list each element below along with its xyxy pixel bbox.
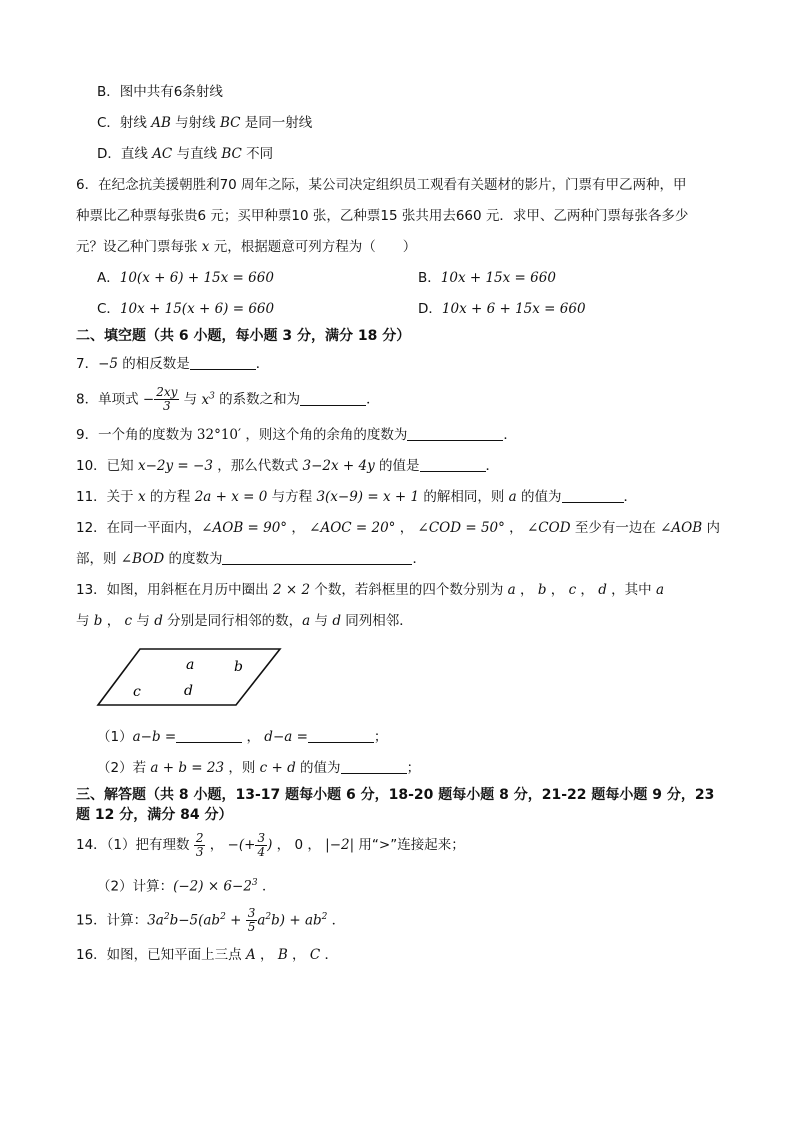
question-15: 15．计算：$3a^2b-5(ab^2$ + $\frac{3}{5}$ $a^2b) + ab^2$ ． <box>76 906 346 934</box>
question-12-line-1: 12．在同一平面内，∠AOB = 90° ， ∠AOC = 20° ， ∠COD = 50° ， ∠COD 至少有一边在 ∠AOB 内 <box>76 520 720 536</box>
question-16: 16．如图，已知平面上三点 A ， B ， C ． <box>76 947 338 963</box>
fraction: $\frac{2xy}{3}$ <box>156 385 178 413</box>
section-3-title-line-2: 题 12 分，满分 84 分） <box>76 807 233 823</box>
answer-blank[interactable] <box>190 355 256 370</box>
question-11: 11．关于 x 的方程 2a + x = 0 与方程 3(x−9) = x + 1 的解相同，则 a 的值为 ． <box>76 489 638 505</box>
answer-blank[interactable] <box>341 759 407 774</box>
option-c: C．射线 AB 与射线 BC 是同一射线 <box>97 115 313 131</box>
question-14-part-2: （2）计算：$(-2) \times 6-2^3$ ． <box>97 878 276 895</box>
question-9: 9．一个角的度数为 32°10′ ，则这个角的余角的度数为 ． <box>76 427 517 443</box>
question-6-line-2: 种票比乙种票每张贵6 元；买甲种票10 张，乙种票15 张共用去660 元．求甲、乙两种门票每张各多少 <box>76 208 689 224</box>
question-13-sub-1: （1）a−b = ， d−a = ； <box>97 729 388 745</box>
answer-blank[interactable] <box>222 550 412 565</box>
question-6-line-1: 6．在纪念抗美援朝胜利70 周年之际，某公司决定组织员工观看有关题材的影片，门票有甲乙两种，甲 <box>76 177 687 193</box>
answer-blank[interactable] <box>300 391 366 406</box>
option-b: B．图中共有6条射线 <box>97 84 223 100</box>
label-d: d <box>184 683 193 699</box>
option-6a: A．10(x + 6) + 15x = 660 <box>97 270 274 286</box>
question-8: 8．单项式 − $\frac{2xy}{3}$ 与 $x^3$ 的系数之和为 ． <box>76 385 380 413</box>
label-b: b <box>234 659 243 675</box>
fraction: $\frac{2}{3}$ <box>195 830 204 859</box>
fraction: $\frac{3}{5}$ <box>247 906 256 934</box>
label-a: a <box>186 657 195 673</box>
option-d: D．直线 AC 与直线 BC 不同 <box>97 146 274 162</box>
option-6c: C．10x + 15(x + 6) = 660 <box>97 301 275 317</box>
question-13-sub-2: （2）若 a + b = 23 ，则 c + d 的值为 ； <box>97 760 421 776</box>
option-6d: D．10x + 6 + 15x = 660 <box>418 301 586 317</box>
question-13-line-2: 与 b ， c 与 d 分别是同行相邻的数，a 与 d 同列相邻． <box>76 613 413 629</box>
calendar-parallelogram-figure <box>96 645 286 710</box>
question-7: 7．−5 的相反数是 ． <box>76 356 270 372</box>
label-c: c <box>133 684 141 700</box>
answer-blank[interactable] <box>176 728 242 743</box>
question-13-line-1: 13．如图，用斜框在月历中圈出 2 × 2 个数，若斜框里的四个数分别为 a ， b ， c ， d ，其中 a <box>76 582 665 598</box>
option-6b: B．10x + 15x = 660 <box>418 270 556 286</box>
section-2-title: 二、填空题（共 6 小题，每小题 3 分，满分 18 分） <box>76 328 411 344</box>
question-14-part-1: 14．（1）把有理数 $\frac{2}{3}$ ， −(+ $\frac{3}{4}$ ) ， 0 ， |−2| 用“>”连接起来； <box>76 830 465 859</box>
answer-blank[interactable] <box>562 488 624 503</box>
section-3-title-line-1: 三、解答题（共 8 小题，13-17 题每小题 6 分，18-20 题每小题 8 分，21-22 题每小题 9 分，23 <box>76 787 715 803</box>
fraction: $\frac{3}{4}$ <box>257 830 266 859</box>
question-6-line-3: 元？设乙种门票每张 x 元，根据题意可列方程为（ ） <box>76 239 417 255</box>
answer-blank[interactable] <box>420 457 486 472</box>
question-10: 10．已知 x−2y = −3 ，那么代数式 3−2x + 4y 的值是 ． <box>76 458 500 474</box>
answer-blank[interactable] <box>407 426 503 441</box>
answer-blank[interactable] <box>308 728 374 743</box>
question-12-line-2: 部，则 ∠BOD 的度数为 ． <box>76 551 426 567</box>
